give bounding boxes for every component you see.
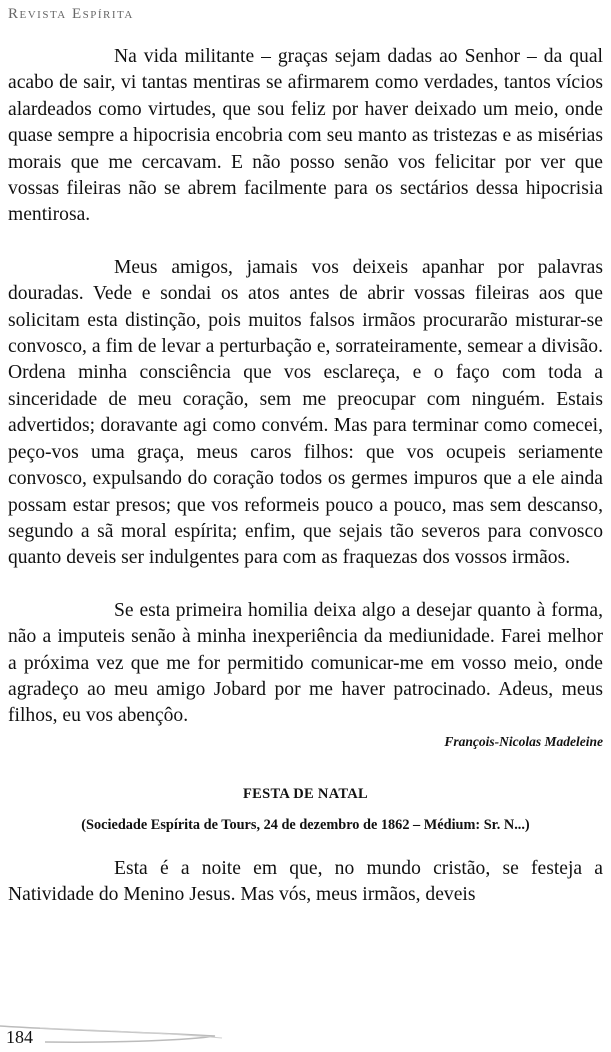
paragraph-3: Se esta primeira homilia deixa algo a desejar quanto à forma, não a imputeis senão à minha inexperiência da mediunidade. Farei melhor a próxima vez que me for permitido comunicar-me em vosso meio, onde agradeço ao meu amigo Jobard por me haver patrocinado. Adeus, meus filhos, eu vos abençôo. (8, 599, 603, 727)
page-body (8, 44, 603, 909)
section-opening-paragraph: Esta é a noite em que, no mundo cristão, se festeja a Natividade do Menino Jesus. Mas vós, meus irmãos, deveis (8, 857, 603, 906)
page-footer-swoosh-icon (0, 1016, 230, 1046)
signature: François-Nicolas Madeleine (444, 733, 603, 749)
paragraph-2: Meus amigos, jamais vos deixeis apanhar por palavras douradas. Vede e sondai os atos antes de abrir vossas fileiras aos que solicitam esta distinção, pois muitos falsos irmãos procurarão misturar-se convosco, a fim de levar a perturbação e, sorrateiramente, semear a divisão. Ordena minha consciência que vos esclareça, e o faço com toda a sinceridade de meu coração, sem me preocupar com ninguém. Estais advertidos; doravante agi como convém. Mas para terminar como comecei, peço-vos uma graça, meus caros filhos: que vos ocupeis seriamente convosco, expulsando do coração todos os germes impuros que a ele ainda possam estar presos; que vos reformeis pouco a pouco, mas sem descanso, segundo a sã moral espírita; enfim, que sejais tão severos para convosco quanto deveis ser indulgentes para com as fraquezas dos vossos irmãos. (8, 256, 603, 569)
paragraph-1: Na vida militante – graças sejam dadas ao Senhor – da qual acabo de sair, vi tantas mentiras se afirmarem como verdades, tantos vícios alardeados como virtudes, que sou feliz por haver deixado um meio, onde quase sempre a hipocrisia encobria com seu manto as tristezas e as misérias morais que me cercavam. E não posso senão vos felicitar por ver que vossas fileiras não se abrem facilmente para os sectários dessa hipocrisia mentirosa. (8, 46, 603, 226)
running-header: Revista Espírita (8, 6, 134, 22)
section-subtitle: (Sociedade Espírita de Tours, 24 de dezembro de 1862 – Médium: Sr. N...) (81, 816, 530, 833)
page-number: 184 (6, 1027, 33, 1047)
section-title: FESTA DE NATAL (242, 785, 369, 802)
